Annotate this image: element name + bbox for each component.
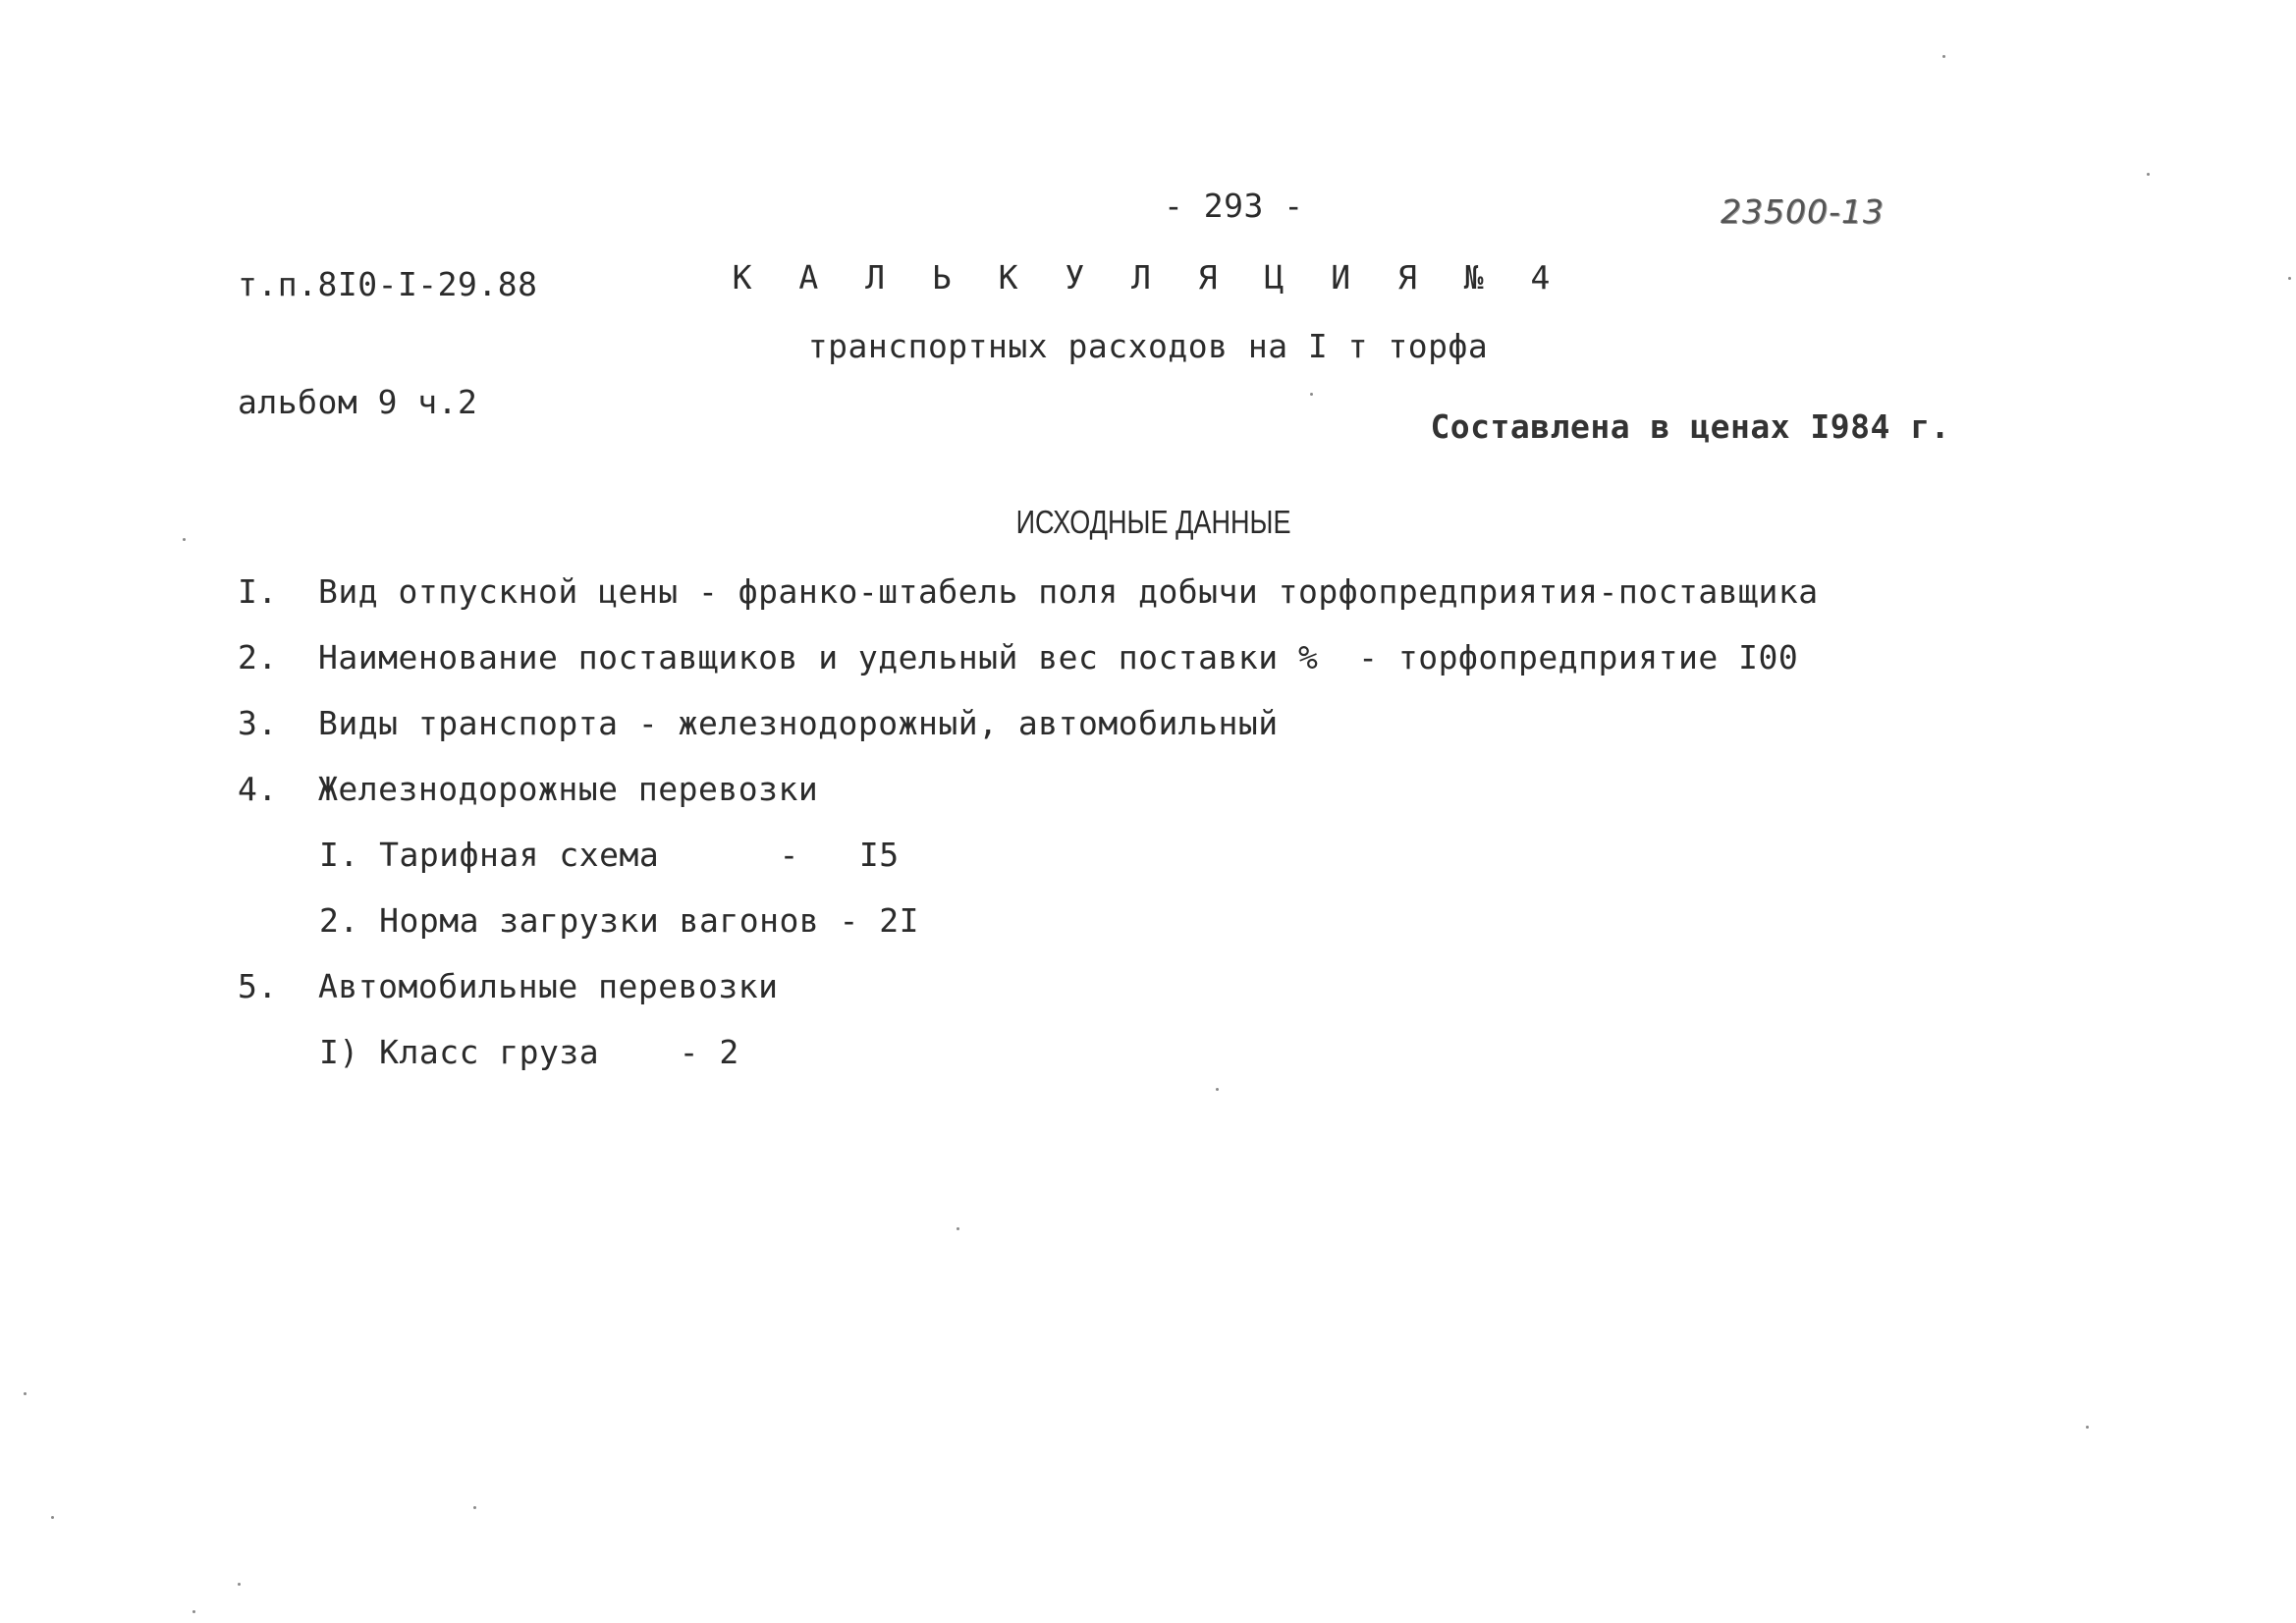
scan-speck bbox=[957, 1227, 959, 1230]
stamp-number: 23500-13 bbox=[1721, 192, 1885, 231]
prices-note: Составлена в ценах I984 г. bbox=[1430, 407, 1950, 446]
item-text: Виды транспорта - железнодорожный, автомобильный bbox=[318, 704, 1279, 742]
item-number: 4. bbox=[238, 770, 278, 808]
item-number: 2. bbox=[238, 638, 278, 676]
item-number: 3. bbox=[238, 704, 278, 742]
scan-speck bbox=[2147, 173, 2150, 176]
item-number: 5. bbox=[238, 967, 278, 1005]
rail-subitem-tariff: I. Тарифная схема - I5 bbox=[319, 836, 900, 874]
scan-speck bbox=[2288, 277, 2291, 280]
scan-speck bbox=[183, 538, 186, 541]
document-subtitle: транспортных расходов на I т торфа bbox=[807, 327, 1489, 365]
rail-subitem-wagon-load: 2. Норма загрузки вагонов - 2I bbox=[319, 901, 920, 940]
item-text: Железнодорожные перевозки bbox=[318, 770, 819, 808]
scan-speck bbox=[1216, 1088, 1219, 1091]
album-label: альбом 9 ч.2 bbox=[238, 383, 478, 421]
item-text: Вид отпускной цены - франко-штабель поля добычи торфопредприятия-поставщика bbox=[318, 572, 1819, 611]
scan-speck bbox=[473, 1506, 476, 1509]
auto-subitem-cargo-class: I) Класс груза - 2 bbox=[319, 1033, 739, 1071]
page-number: - 293 - bbox=[1164, 187, 1304, 225]
item-text: Автомобильные перевозки bbox=[318, 967, 779, 1005]
scan-speck bbox=[192, 1610, 195, 1613]
scan-speck bbox=[1310, 393, 1313, 396]
scan-speck bbox=[51, 1516, 54, 1519]
scan-speck bbox=[24, 1392, 27, 1395]
scan-speck bbox=[1942, 55, 1945, 58]
section-title: ИСХОДНЫЕ ДАННЫЕ bbox=[1015, 504, 1291, 540]
scan-speck bbox=[2086, 1426, 2089, 1429]
item-text: Наименование поставщиков и удельный вес поставки % - торфопредприятие I00 bbox=[318, 638, 1799, 676]
doc-code: т.п.8I0-I-29.88 bbox=[238, 265, 538, 303]
item-number: I. bbox=[238, 572, 278, 611]
scan-speck bbox=[238, 1583, 241, 1586]
document-title: К А Л Ь К У Л Я Ц И Я № 4 bbox=[732, 258, 1564, 297]
